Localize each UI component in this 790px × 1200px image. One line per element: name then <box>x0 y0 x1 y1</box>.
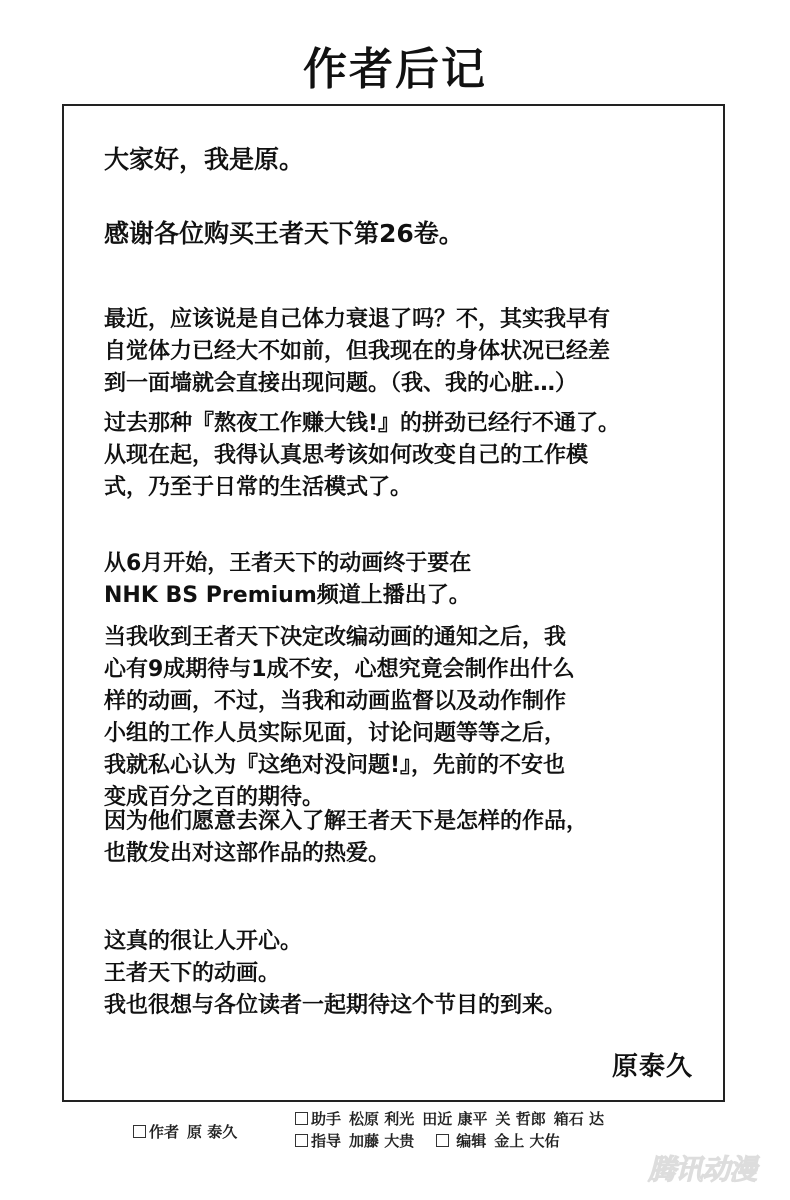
watermark-logo: 腾讯动漫 <box>648 1153 757 1186</box>
paragraph-closing <box>104 926 566 1022</box>
credit-name: 加藤 大贵 <box>349 1132 415 1150</box>
paragraph-line: 变成百分之百的期待。 <box>104 785 325 810</box>
paragraph-line: 我也很想与各位读者一起期待这个节目的到来。 <box>104 993 567 1018</box>
credits-staff <box>295 1108 604 1152</box>
paragraph-line: 式，乃至于日常的生活模式了。 <box>104 475 413 500</box>
credit-supervisor-editor <box>295 1130 604 1152</box>
credit-role: 助手 <box>311 1110 342 1128</box>
credit-name: 关 哲郎 <box>495 1110 546 1128</box>
checkbox-icon <box>133 1125 146 1138</box>
paragraph-line: 自觉体力已经大不如前，但我现在的身体状况已经差 <box>104 339 611 364</box>
checkbox-icon <box>436 1134 449 1147</box>
paragraph-line: 过去那种『熬夜工作赚大钱!』的拼劲已经行不通了。 <box>104 411 621 436</box>
paragraph-line: 我就私心认为『这绝对没问题!』，先前的不安也 <box>104 753 566 778</box>
paragraph-line: 也散发出对这部作品的热爱。 <box>104 841 391 866</box>
paragraph-line: 从现在起，我得认真思考该如何改变自己的工作模 <box>104 443 589 468</box>
paragraph-line: 样的动画，不过，当我和动画监督以及动作制作 <box>104 689 567 714</box>
checkbox-icon <box>295 1112 308 1125</box>
paragraph-anime-broadcast <box>104 548 471 612</box>
paragraph-line: 当我收到王者天下决定改编动画的通知之后，我 <box>104 625 567 650</box>
paragraph-work-style <box>104 408 620 504</box>
credit-name: 金上 大佑 <box>494 1132 560 1150</box>
thanks <box>104 218 464 250</box>
paragraph-health <box>104 304 610 400</box>
paragraph-line: 最近，应该说是自己体力衰退了吗？不，其实我早有 <box>104 307 611 332</box>
paragraph-line: 从6月开始，王者天下的动画终于要在 <box>104 551 472 576</box>
paragraph-line: 王者天下的动画。 <box>104 961 281 986</box>
paragraph-staff-passion <box>104 806 588 870</box>
paragraph-line: NHK BS Premium频道上播出了。 <box>104 583 471 608</box>
credit-name: 田近 康平 <box>422 1110 488 1128</box>
paragraph-line: 心有9成期待与1成不安，心想究竟会制作出什么 <box>104 657 575 682</box>
thanks-text: 感谢各位购买王者天下第26卷。 <box>104 219 464 248</box>
page-title: 作者后记 <box>303 44 487 95</box>
paragraph-line: 小组的工作人员实际见面，讨论问题等等之后， <box>104 721 567 746</box>
credit-assistants <box>295 1108 604 1130</box>
credit-role: 作者 <box>149 1123 180 1141</box>
credit-name: 松原 利光 <box>349 1110 415 1128</box>
paragraph-line: 这真的很让人开心。 <box>104 929 303 954</box>
afterword-box <box>62 104 725 1102</box>
credit-name: 箱石 达 <box>553 1110 604 1128</box>
paragraph-line: 因为他们愿意去深入了解王者天下是怎样的作品， <box>104 809 589 834</box>
checkbox-icon <box>295 1134 308 1147</box>
credit-role: 指导 <box>311 1132 342 1150</box>
credit-name: 原 泰久 <box>187 1123 238 1141</box>
greeting-text: 大家好，我是原。 <box>104 145 305 174</box>
paragraph-anime-expectations <box>104 622 575 814</box>
credit-role: 编辑 <box>456 1132 487 1150</box>
credit-author <box>133 1121 237 1143</box>
author-signature: 原泰久 <box>611 1052 693 1082</box>
greeting <box>104 144 304 176</box>
paragraph-line: 到一面墙就会直接出现问题。（我、我的心脏…） <box>104 371 578 396</box>
